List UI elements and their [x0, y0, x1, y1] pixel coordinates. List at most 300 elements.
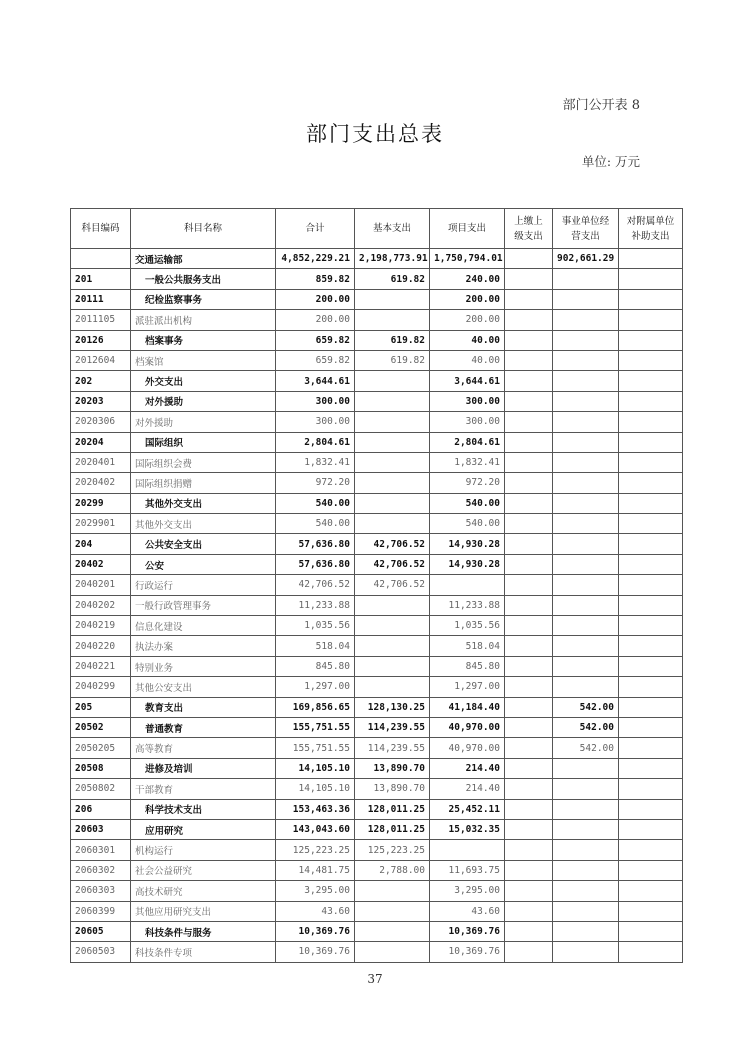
- row-project: [430, 840, 505, 860]
- table-row: [71, 942, 683, 962]
- row-upper: [505, 921, 553, 941]
- table-row: [71, 840, 683, 860]
- row-total: 143,043.60: [276, 819, 355, 839]
- row-name: 信息化建设: [131, 616, 276, 636]
- row-basic: [355, 473, 430, 493]
- column-header-code: 科目编码: [71, 209, 131, 249]
- row-code: 20299: [71, 493, 131, 513]
- row-project: 300.00: [430, 391, 505, 411]
- row-upper: [505, 717, 553, 737]
- column-header-subsidy: 对附属单位 补助支出: [619, 209, 683, 249]
- row-basic: [355, 514, 430, 534]
- row-business: [553, 391, 619, 411]
- row-project: 200.00: [430, 289, 505, 309]
- row-code: 2040202: [71, 595, 131, 615]
- row-business: [553, 350, 619, 370]
- table-row: [71, 575, 683, 595]
- row-code: 2040219: [71, 616, 131, 636]
- row-business: [553, 330, 619, 350]
- row-business: [553, 677, 619, 697]
- table-row: [71, 452, 683, 472]
- row-upper: [505, 310, 553, 330]
- row-basic: [355, 616, 430, 636]
- row-business: [553, 432, 619, 452]
- row-project: 3,644.61: [430, 371, 505, 391]
- row-basic: [355, 881, 430, 901]
- row-code: [71, 249, 131, 269]
- row-upper: [505, 473, 553, 493]
- row-basic: [355, 493, 430, 513]
- row-basic: [355, 391, 430, 411]
- row-basic: [355, 289, 430, 309]
- row-total: 14,105.10: [276, 758, 355, 778]
- row-code: 20402: [71, 554, 131, 574]
- row-upper: [505, 249, 553, 269]
- row-subsidy: [619, 452, 683, 472]
- column-header-total: 合计: [276, 209, 355, 249]
- table-row: [71, 554, 683, 574]
- row-business: [553, 514, 619, 534]
- row-project: 1,750,794.01: [430, 249, 505, 269]
- row-code: 2060301: [71, 840, 131, 860]
- row-code: 20111: [71, 289, 131, 309]
- row-name: 派驻派出机构: [131, 310, 276, 330]
- row-project: 10,369.76: [430, 942, 505, 962]
- row-business: [553, 269, 619, 289]
- table-row: [71, 819, 683, 839]
- row-subsidy: [619, 575, 683, 595]
- row-subsidy: [619, 595, 683, 615]
- table-row: [71, 921, 683, 941]
- expenditure-table: [70, 208, 683, 963]
- table-row: [71, 656, 683, 676]
- table-row: [71, 249, 683, 269]
- row-basic: 2,788.00: [355, 860, 430, 880]
- row-project: 11,693.75: [430, 860, 505, 880]
- row-basic: 619.82: [355, 350, 430, 370]
- row-business: [553, 636, 619, 656]
- row-total: 300.00: [276, 391, 355, 411]
- row-basic: [355, 595, 430, 615]
- table-row: [71, 758, 683, 778]
- row-subsidy: [619, 493, 683, 513]
- row-code: 201: [71, 269, 131, 289]
- table-row: [71, 534, 683, 554]
- row-upper: [505, 636, 553, 656]
- row-name: 公共安全支出: [131, 534, 276, 554]
- row-basic: [355, 677, 430, 697]
- table-row: [71, 779, 683, 799]
- row-project: 540.00: [430, 493, 505, 513]
- table-header-row: [71, 209, 683, 249]
- row-total: 57,636.80: [276, 554, 355, 574]
- row-project: 240.00: [430, 269, 505, 289]
- row-business: [553, 860, 619, 880]
- row-code: 2060302: [71, 860, 131, 880]
- row-total: 153,463.36: [276, 799, 355, 819]
- row-subsidy: [619, 799, 683, 819]
- row-project: 43.60: [430, 901, 505, 921]
- row-business: 902,661.29: [553, 249, 619, 269]
- row-name: 科学技术支出: [131, 799, 276, 819]
- row-basic: [355, 656, 430, 676]
- row-total: 540.00: [276, 493, 355, 513]
- row-total: 125,223.25: [276, 840, 355, 860]
- row-name: 其他公安支出: [131, 677, 276, 697]
- row-subsidy: [619, 717, 683, 737]
- table-body: [71, 249, 683, 963]
- table-row: [71, 616, 683, 636]
- table-row: [71, 432, 683, 452]
- row-basic: 128,011.25: [355, 799, 430, 819]
- table-row: [71, 371, 683, 391]
- row-basic: 42,706.52: [355, 534, 430, 554]
- row-basic: [355, 371, 430, 391]
- row-basic: 2,198,773.91: [355, 249, 430, 269]
- row-name: 进修及培训: [131, 758, 276, 778]
- row-project: 11,233.88: [430, 595, 505, 615]
- row-upper: [505, 330, 553, 350]
- row-upper: [505, 881, 553, 901]
- row-total: 43.60: [276, 901, 355, 921]
- row-business: [553, 942, 619, 962]
- row-name: 交通运输部: [131, 249, 276, 269]
- row-upper: [505, 758, 553, 778]
- row-basic: 42,706.52: [355, 575, 430, 595]
- row-basic: 13,890.70: [355, 779, 430, 799]
- row-name: 对外援助: [131, 391, 276, 411]
- row-code: 20605: [71, 921, 131, 941]
- row-subsidy: [619, 738, 683, 758]
- row-name: 公安: [131, 554, 276, 574]
- row-upper: [505, 799, 553, 819]
- row-upper: [505, 269, 553, 289]
- row-business: [553, 656, 619, 676]
- row-code: 204: [71, 534, 131, 554]
- row-name: 档案事务: [131, 330, 276, 350]
- table-row: [71, 330, 683, 350]
- row-subsidy: [619, 779, 683, 799]
- row-name: 社会公益研究: [131, 860, 276, 880]
- table-row: [71, 901, 683, 921]
- row-project: 40.00: [430, 330, 505, 350]
- row-name: 干部教育: [131, 779, 276, 799]
- table-row: [71, 493, 683, 513]
- row-upper: [505, 738, 553, 758]
- table-row: [71, 738, 683, 758]
- row-total: 3,295.00: [276, 881, 355, 901]
- row-upper: [505, 616, 553, 636]
- row-basic: [355, 901, 430, 921]
- row-project: 845.80: [430, 656, 505, 676]
- row-upper: [505, 942, 553, 962]
- row-upper: [505, 697, 553, 717]
- row-subsidy: [619, 350, 683, 370]
- row-total: 659.82: [276, 330, 355, 350]
- row-project: 214.40: [430, 779, 505, 799]
- row-business: [553, 310, 619, 330]
- page-number: 37: [367, 972, 383, 986]
- row-code: 2060303: [71, 881, 131, 901]
- row-upper: [505, 493, 553, 513]
- row-business: 542.00: [553, 738, 619, 758]
- table-row: [71, 881, 683, 901]
- row-name: 高技术研究: [131, 881, 276, 901]
- row-basic: [355, 432, 430, 452]
- row-total: 11,233.88: [276, 595, 355, 615]
- column-header-business: 事业单位经 营支出: [553, 209, 619, 249]
- row-project: 15,032.35: [430, 819, 505, 839]
- column-header-name: 科目名称: [131, 209, 276, 249]
- row-project: 14,930.28: [430, 554, 505, 574]
- row-basic: 42,706.52: [355, 554, 430, 574]
- row-code: 2060399: [71, 901, 131, 921]
- row-upper: [505, 656, 553, 676]
- row-total: 1,035.56: [276, 616, 355, 636]
- row-business: [553, 881, 619, 901]
- table-row: [71, 860, 683, 880]
- row-project: 214.40: [430, 758, 505, 778]
- row-name: 纪检监察事务: [131, 289, 276, 309]
- row-basic: 114,239.55: [355, 717, 430, 737]
- row-business: [553, 371, 619, 391]
- row-project: 540.00: [430, 514, 505, 534]
- row-name: 行政运行: [131, 575, 276, 595]
- row-subsidy: [619, 391, 683, 411]
- row-business: [553, 840, 619, 860]
- row-code: 2020401: [71, 452, 131, 472]
- row-subsidy: [619, 860, 683, 880]
- table-row: [71, 514, 683, 534]
- row-upper: [505, 901, 553, 921]
- row-business: [553, 595, 619, 615]
- row-subsidy: [619, 697, 683, 717]
- page-label: 部门公开表 8: [562, 98, 640, 113]
- column-header-upper: 上缴上 级支出: [505, 209, 553, 249]
- row-business: [553, 799, 619, 819]
- row-project: 518.04: [430, 636, 505, 656]
- row-name: 应用研究: [131, 819, 276, 839]
- row-business: [553, 616, 619, 636]
- row-name: 其他外交支出: [131, 514, 276, 534]
- row-subsidy: [619, 310, 683, 330]
- row-total: 845.80: [276, 656, 355, 676]
- row-project: 300.00: [430, 412, 505, 432]
- row-name: 高等教育: [131, 738, 276, 758]
- row-business: [553, 554, 619, 574]
- row-subsidy: [619, 636, 683, 656]
- row-code: 2040201: [71, 575, 131, 595]
- row-subsidy: [619, 942, 683, 962]
- row-name: 执法办案: [131, 636, 276, 656]
- row-business: 542.00: [553, 697, 619, 717]
- row-business: [553, 534, 619, 554]
- row-code: 20126: [71, 330, 131, 350]
- table-row: [71, 717, 683, 737]
- row-upper: [505, 452, 553, 472]
- row-name: 其他外交支出: [131, 493, 276, 513]
- row-name: 国际组织: [131, 432, 276, 452]
- row-upper: [505, 371, 553, 391]
- row-subsidy: [619, 921, 683, 941]
- row-project: 2,804.61: [430, 432, 505, 452]
- row-project: 1,035.56: [430, 616, 505, 636]
- row-upper: [505, 554, 553, 574]
- row-project: [430, 575, 505, 595]
- row-total: 10,369.76: [276, 921, 355, 941]
- row-basic: 125,223.25: [355, 840, 430, 860]
- row-code: 2060503: [71, 942, 131, 962]
- row-subsidy: [619, 330, 683, 350]
- row-basic: [355, 452, 430, 472]
- table-row: [71, 595, 683, 615]
- row-upper: [505, 391, 553, 411]
- row-code: 205: [71, 697, 131, 717]
- row-name: 国际组织会费: [131, 452, 276, 472]
- row-total: 155,751.55: [276, 717, 355, 737]
- row-total: 859.82: [276, 269, 355, 289]
- row-total: 540.00: [276, 514, 355, 534]
- row-project: 1,297.00: [430, 677, 505, 697]
- column-header-project: 项目支出: [430, 209, 505, 249]
- row-upper: [505, 677, 553, 697]
- row-code: 2040220: [71, 636, 131, 656]
- row-upper: [505, 514, 553, 534]
- row-project: 41,184.40: [430, 697, 505, 717]
- row-code: 206: [71, 799, 131, 819]
- row-project: 14,930.28: [430, 534, 505, 554]
- row-code: 20603: [71, 819, 131, 839]
- row-subsidy: [619, 840, 683, 860]
- row-subsidy: [619, 534, 683, 554]
- row-total: 57,636.80: [276, 534, 355, 554]
- row-name: 其他应用研究支出: [131, 901, 276, 921]
- row-upper: [505, 840, 553, 860]
- row-subsidy: [619, 249, 683, 269]
- row-code: 20508: [71, 758, 131, 778]
- row-code: 202: [71, 371, 131, 391]
- row-subsidy: [619, 881, 683, 901]
- row-business: [553, 921, 619, 941]
- row-subsidy: [619, 819, 683, 839]
- row-total: 2,804.61: [276, 432, 355, 452]
- row-project: 200.00: [430, 310, 505, 330]
- unit-label: 单位: 万元: [581, 154, 640, 169]
- row-code: 2020306: [71, 412, 131, 432]
- row-total: 14,105.10: [276, 779, 355, 799]
- row-basic: 128,130.25: [355, 697, 430, 717]
- table-row: [71, 473, 683, 493]
- row-basic: [355, 942, 430, 962]
- row-name: 特别业务: [131, 656, 276, 676]
- row-basic: 13,890.70: [355, 758, 430, 778]
- row-subsidy: [619, 758, 683, 778]
- row-upper: [505, 575, 553, 595]
- row-project: 3,295.00: [430, 881, 505, 901]
- row-total: 169,856.65: [276, 697, 355, 717]
- row-business: [553, 758, 619, 778]
- row-upper: [505, 534, 553, 554]
- row-basic: 619.82: [355, 269, 430, 289]
- table-row: [71, 391, 683, 411]
- row-project: 25,452.11: [430, 799, 505, 819]
- row-subsidy: [619, 554, 683, 574]
- table-row: [71, 799, 683, 819]
- row-upper: [505, 860, 553, 880]
- column-header-basic: 基本支出: [355, 209, 430, 249]
- row-total: 200.00: [276, 289, 355, 309]
- row-business: [553, 452, 619, 472]
- row-name: 普通教育: [131, 717, 276, 737]
- row-total: 10,369.76: [276, 942, 355, 962]
- row-total: 3,644.61: [276, 371, 355, 391]
- row-basic: [355, 412, 430, 432]
- row-upper: [505, 819, 553, 839]
- row-total: 42,706.52: [276, 575, 355, 595]
- row-upper: [505, 779, 553, 799]
- row-total: 1,297.00: [276, 677, 355, 697]
- row-subsidy: [619, 289, 683, 309]
- row-subsidy: [619, 656, 683, 676]
- row-business: [553, 819, 619, 839]
- page-title: 部门支出总表: [306, 122, 444, 146]
- row-code: 20203: [71, 391, 131, 411]
- row-total: 14,481.75: [276, 860, 355, 880]
- row-subsidy: [619, 677, 683, 697]
- row-name: 机构运行: [131, 840, 276, 860]
- row-project: 40,970.00: [430, 738, 505, 758]
- table-row: [71, 677, 683, 697]
- table-row: [71, 697, 683, 717]
- row-project: 1,832.41: [430, 452, 505, 472]
- row-subsidy: [619, 412, 683, 432]
- row-upper: [505, 289, 553, 309]
- row-code: 2050205: [71, 738, 131, 758]
- row-subsidy: [619, 432, 683, 452]
- row-project: 10,369.76: [430, 921, 505, 941]
- row-business: 542.00: [553, 717, 619, 737]
- row-code: 2012604: [71, 350, 131, 370]
- row-business: [553, 575, 619, 595]
- table-row: [71, 636, 683, 656]
- row-code: 20204: [71, 432, 131, 452]
- row-name: 档案馆: [131, 350, 276, 370]
- row-name: 对外援助: [131, 412, 276, 432]
- row-subsidy: [619, 269, 683, 289]
- row-code: 2040299: [71, 677, 131, 697]
- row-name: 外交支出: [131, 371, 276, 391]
- row-total: 518.04: [276, 636, 355, 656]
- row-name: 一般行政管理事务: [131, 595, 276, 615]
- row-basic: [355, 636, 430, 656]
- row-code: 2040221: [71, 656, 131, 676]
- table-row: [71, 269, 683, 289]
- row-total: 155,751.55: [276, 738, 355, 758]
- row-basic: [355, 921, 430, 941]
- row-subsidy: [619, 616, 683, 636]
- row-project: 40.00: [430, 350, 505, 370]
- row-subsidy: [619, 473, 683, 493]
- row-total: 972.20: [276, 473, 355, 493]
- row-basic: [355, 310, 430, 330]
- row-upper: [505, 412, 553, 432]
- row-basic: 619.82: [355, 330, 430, 350]
- row-upper: [505, 432, 553, 452]
- row-project: 972.20: [430, 473, 505, 493]
- row-business: [553, 779, 619, 799]
- table-row: [71, 350, 683, 370]
- row-name: 教育支出: [131, 697, 276, 717]
